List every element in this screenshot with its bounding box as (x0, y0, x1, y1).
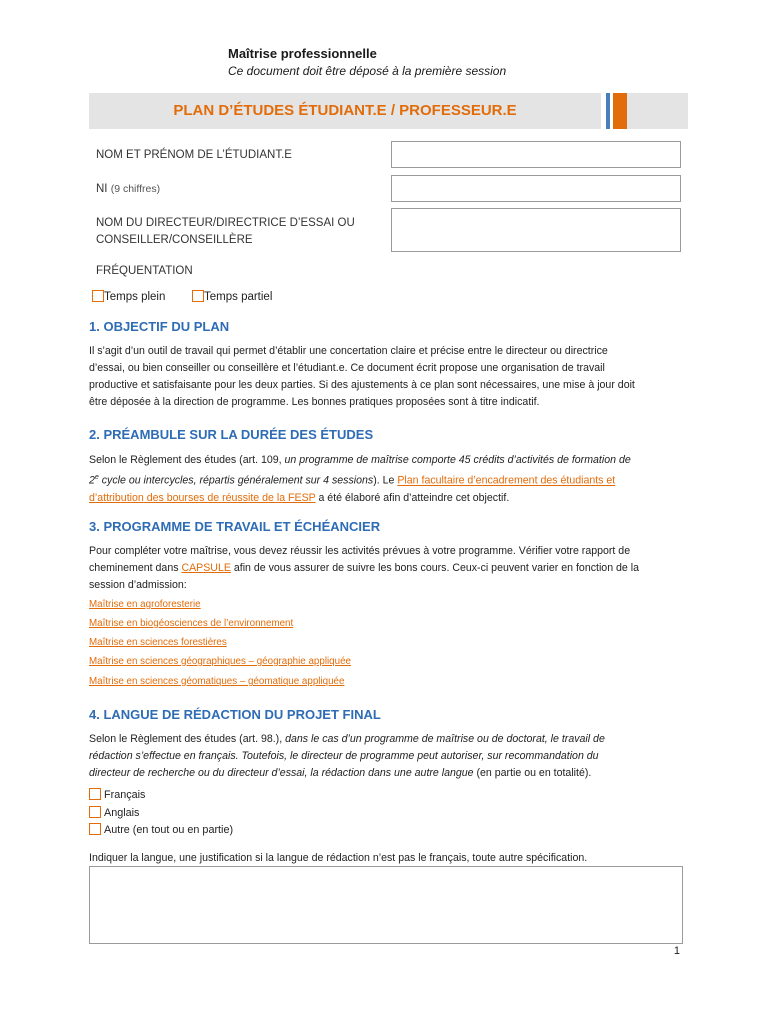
ni-input[interactable] (391, 175, 681, 202)
section2-text: a été élaboré afin d’atteindre cet objectif. (315, 491, 510, 504)
language-justification-textarea[interactable] (89, 866, 683, 944)
section1-heading: 1. OBJECTIF DU PLAN (89, 319, 230, 334)
language-option-anglais[interactable] (89, 803, 139, 821)
document-title: Maîtrise professionnelle (228, 46, 377, 61)
section1-line: d’essai, ou bien conseiller ou conseillère et l’étudiant.e. Ce document écrit propose une organisation de travail (89, 362, 605, 374)
anglais-checkbox[interactable] (89, 806, 101, 818)
section4-line (89, 765, 681, 782)
parttime-option[interactable] (192, 287, 272, 305)
section2-text: Selon le Règlement des études (art. 109, (89, 454, 285, 466)
autre-checkbox[interactable] (89, 823, 101, 835)
section4-text: Selon le Règlement des études (art. 98.), (89, 733, 286, 745)
fesp-plan-link-cont[interactable]: d’attribution des bourses de réussite de la FESP (89, 491, 316, 504)
section3-text: cheminement dans (89, 562, 182, 574)
autre-label: Autre (en tout ou en partie) (104, 824, 234, 836)
page-number: 1 (673, 945, 680, 957)
program-link-geographie[interactable]: Maîtrise en sciences géographiques – géographie appliquée (89, 656, 351, 667)
section2-quote: un programme de maîtrise comporte 45 crédits d’activités de formation de (284, 454, 631, 466)
ni-hint: (9 chiffres) (110, 183, 161, 195)
program-link-biogeosciences[interactable]: Maîtrise en biogéosciences de l’environnement (89, 618, 294, 629)
plan-title: PLAN D’ÉTUDES ÉTUDIANT.E / PROFESSEUR.E (173, 102, 517, 119)
parttime-label: Temps partiel (204, 291, 273, 303)
fesp-plan-link[interactable]: Plan facultaire d’encadrement des étudiants et (397, 474, 616, 487)
section1-line: Il s’agit d’un outil de travail qui permet d’établir une concertation claire et précise entre le directeur ou directrice (89, 345, 608, 357)
section2-quote: cycle ou intercycles, répartis généralement sur 4 sessions (98, 474, 374, 487)
section2-quote: 2 (89, 474, 95, 487)
section3-line: Pour compléter votre maîtrise, vous devez réussir les activités prévues à votre programme. Vérifier votre rapport de (89, 545, 631, 557)
section3-heading: 3. PROGRAMME DE TRAVAIL ET ÉCHÉANCIER (89, 519, 381, 534)
student-name-label: NOM ET PRÉNOM DE L’ÉTUDIANT.E (96, 149, 292, 161)
section4-paragraph (89, 731, 681, 782)
section4-quote: dans le cas d’un programme de maîtrise ou de doctorat, le travail de (285, 733, 605, 745)
parttime-checkbox[interactable] (192, 290, 204, 302)
section4-quote: directeur de recherche ou du directeur d’essai, la rédaction dans une autre langue (89, 767, 474, 779)
section3-line: session d’admission: (89, 579, 187, 591)
director-label-line2: CONSEILLER/CONSEILLÈRE (96, 234, 253, 246)
fulltime-label: Temps plein (104, 291, 166, 303)
program-link-forestieres[interactable]: Maîtrise en sciences forestières (89, 637, 227, 648)
section2-text: ). Le (373, 474, 398, 487)
section2-heading: 2. PRÉAMBULE SUR LA DURÉE DES ÉTUDES (89, 427, 374, 442)
director-label-line1: NOM DU DIRECTEUR/DIRECTRICE D’ESSAI OU (96, 217, 355, 229)
section4-text: (en partie ou en totalité). (473, 767, 592, 779)
section3-line (89, 560, 681, 577)
language-instruction: Indiquer la langue, une justification si la langue de rédaction n’est pas le français, toute autre spécification. (89, 852, 588, 864)
document-subtitle: Ce document doit être déposé à la première session (228, 64, 507, 78)
fulltime-checkbox[interactable] (92, 290, 104, 302)
program-link-geomatique[interactable]: Maîtrise en sciences géomatiques – géomatique appliquée (89, 676, 345, 687)
banner-stripe-orange (613, 93, 627, 129)
section2-paragraph (89, 452, 681, 507)
anglais-label: Anglais (104, 807, 140, 819)
section3-text: afin de vous assurer de suivre les bons cours. Ceux-ci peuvent varier en fonction de la (230, 562, 639, 574)
frequency-label: FRÉQUENTATION (96, 265, 193, 277)
francais-label: Français (104, 789, 146, 801)
section4-line: rédaction s’effectue en français. Toutefois, le directeur de programme peut autoriser, sur recommandation du (89, 750, 599, 762)
ni-label-text: NI (96, 183, 108, 195)
francais-checkbox[interactable] (89, 788, 101, 800)
fulltime-option[interactable] (92, 287, 165, 305)
section1-paragraph (89, 343, 681, 411)
ni-label (96, 181, 160, 198)
program-link-agroforesterie[interactable]: Maîtrise en agroforesterie (89, 599, 201, 610)
section4-heading: 4. LANGUE DE RÉDACTION DU PROJET FINAL (89, 707, 381, 722)
section1-line: être déposée à la direction de programme. Les bonnes pratiques proposées sont à titre indicatif. (89, 396, 540, 408)
language-option-francais[interactable] (89, 785, 145, 803)
plan-banner (89, 93, 688, 129)
section1-line: productive et satisfaisante pour les deux parties. Si des ajustements à ce plan sont nécessaires, une mise à jour doit (89, 379, 635, 391)
section4-line (89, 731, 681, 748)
section2-line (89, 452, 681, 469)
section2-line (89, 490, 681, 507)
director-input[interactable] (391, 208, 681, 252)
section3-paragraph (89, 543, 681, 594)
language-option-autre[interactable] (89, 820, 233, 838)
section2-superscript: e (94, 474, 99, 481)
section2-line (89, 469, 681, 490)
student-name-input[interactable] (391, 141, 681, 168)
capsule-link[interactable]: CAPSULE (181, 562, 231, 574)
